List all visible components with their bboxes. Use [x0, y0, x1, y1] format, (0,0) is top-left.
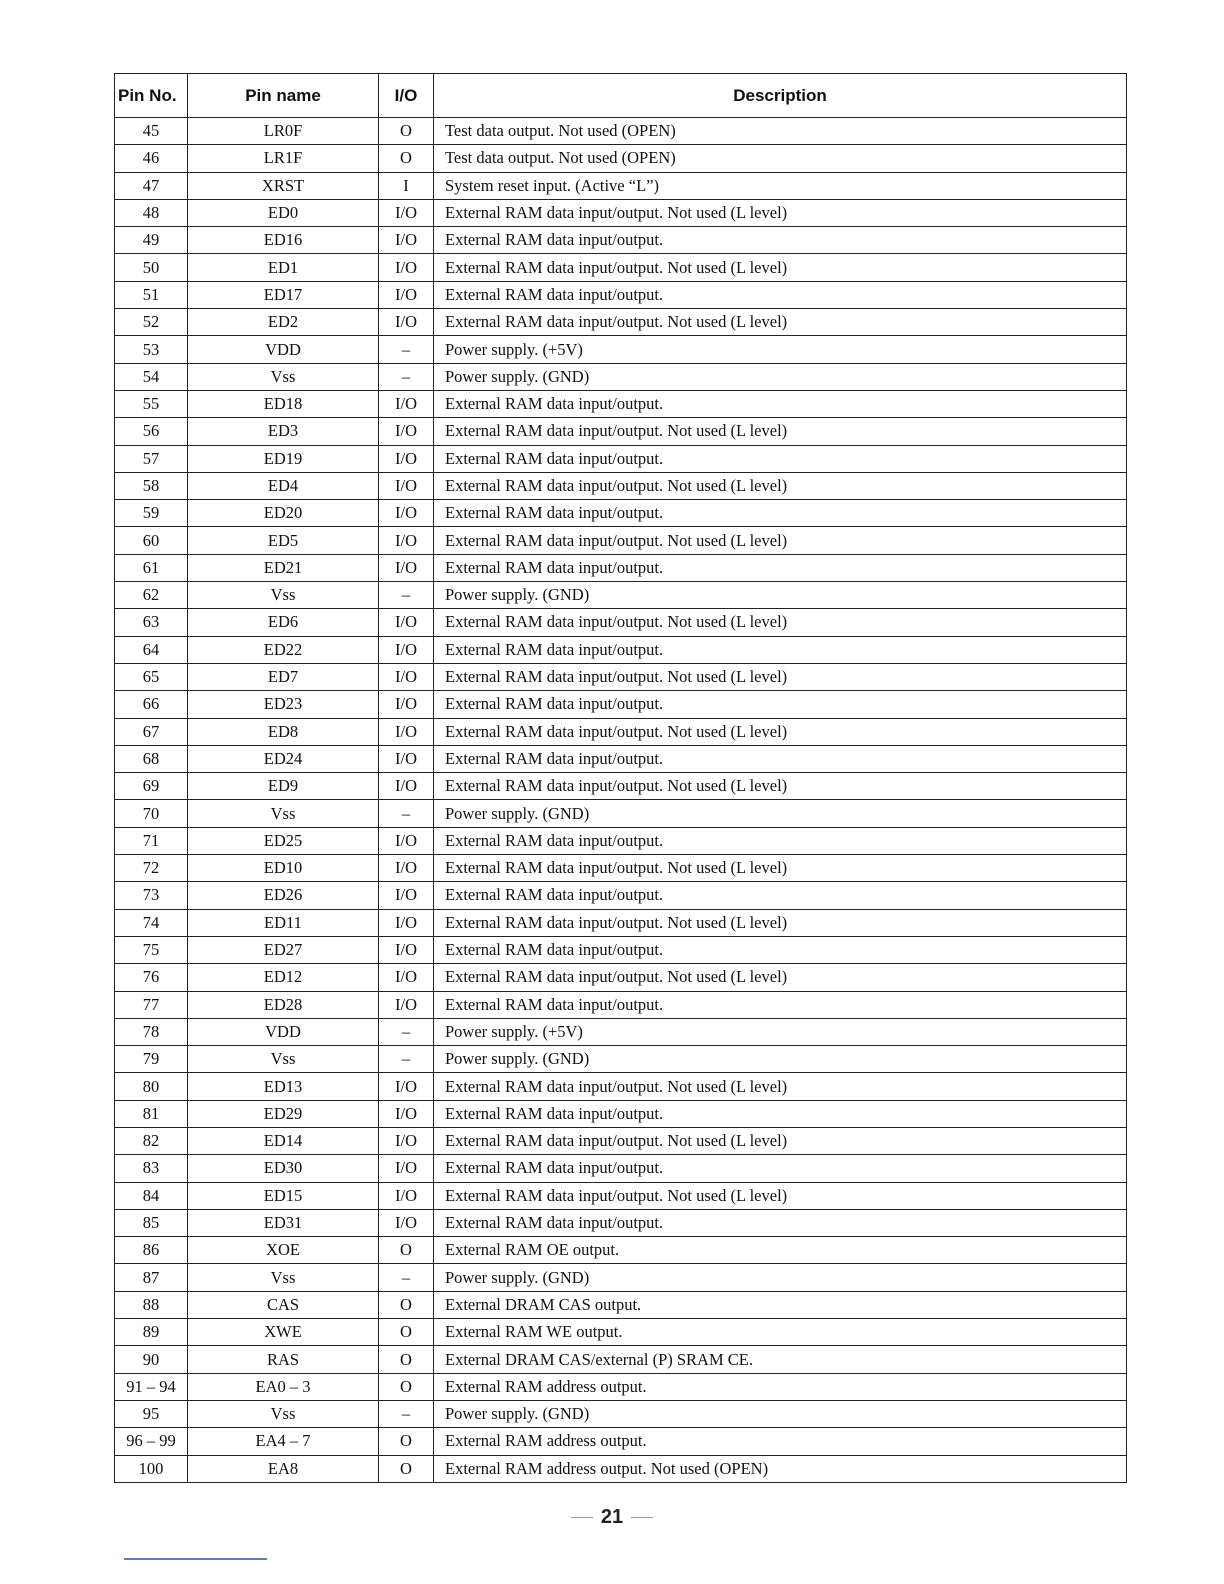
pin-io-cell: I [379, 172, 434, 199]
pin-number-cell: 60 [115, 527, 188, 554]
pin-number-cell: 80 [115, 1073, 188, 1100]
pin-io-cell: I/O [379, 882, 434, 909]
table-row [115, 418, 1127, 445]
pin-description-cell: Power supply. (+5V) [434, 336, 1127, 363]
pin-number-cell: 90 [115, 1346, 188, 1373]
pin-io-cell: – [379, 1400, 434, 1427]
pin-name-cell: EA8 [188, 1455, 379, 1482]
pin-number-cell: 95 [115, 1400, 188, 1427]
pin-number-cell: 78 [115, 1018, 188, 1045]
pin-name-cell: Vss [188, 582, 379, 609]
pin-number-cell: 79 [115, 1046, 188, 1073]
pin-number-cell: 76 [115, 964, 188, 991]
table-row [115, 336, 1127, 363]
table-row [115, 118, 1127, 145]
table-row [115, 1237, 1127, 1264]
pin-name-cell: ED13 [188, 1073, 379, 1100]
pin-io-cell: O [379, 1237, 434, 1264]
pin-name-cell: Vss [188, 800, 379, 827]
pin-name-cell: EA4 – 7 [188, 1428, 379, 1455]
pin-name-cell: ED30 [188, 1155, 379, 1182]
pin-description-table [114, 73, 1127, 1483]
pin-number-cell: 77 [115, 991, 188, 1018]
pin-number-cell: 89 [115, 1319, 188, 1346]
pin-description-cell: Power supply. (+5V) [434, 1018, 1127, 1045]
pin-number-cell: 83 [115, 1155, 188, 1182]
pin-number-cell: 54 [115, 363, 188, 390]
pin-description-cell: External RAM data input/output. Not used (L level) [434, 1073, 1127, 1100]
pin-number-cell: 62 [115, 582, 188, 609]
page-number-right-dash [631, 1517, 653, 1519]
pin-table-container [114, 73, 1126, 1483]
pin-number-cell: 67 [115, 718, 188, 745]
pin-number-cell: 74 [115, 909, 188, 936]
table-row [115, 1046, 1127, 1073]
pin-io-cell: I/O [379, 281, 434, 308]
pin-io-cell: I/O [379, 636, 434, 663]
table-row [115, 582, 1127, 609]
pin-description-cell: External RAM data input/output. [434, 281, 1127, 308]
pin-io-cell: – [379, 800, 434, 827]
pin-name-cell: ED11 [188, 909, 379, 936]
pin-name-cell: ED15 [188, 1182, 379, 1209]
pin-description-cell: External RAM data input/output. Not used (L level) [434, 609, 1127, 636]
pin-number-cell: 85 [115, 1209, 188, 1236]
table-row [115, 172, 1127, 199]
pin-name-cell: ED4 [188, 472, 379, 499]
pin-name-cell: ED7 [188, 663, 379, 690]
table-row [115, 1127, 1127, 1154]
pin-io-cell: – [379, 1046, 434, 1073]
pin-io-cell: I/O [379, 991, 434, 1018]
pin-description-cell: Power supply. (GND) [434, 1400, 1127, 1427]
header-description: Description [434, 74, 1127, 118]
pin-number-cell: 87 [115, 1264, 188, 1291]
pin-name-cell: ED12 [188, 964, 379, 991]
pin-name-cell: LR0F [188, 118, 379, 145]
pin-io-cell: O [379, 118, 434, 145]
pin-name-cell: ED29 [188, 1100, 379, 1127]
pin-name-cell: Vss [188, 1264, 379, 1291]
pin-io-cell: I/O [379, 254, 434, 281]
pin-description-cell: External RAM data input/output. Not used (L level) [434, 1127, 1127, 1154]
table-row [115, 964, 1127, 991]
table-row [115, 1373, 1127, 1400]
pin-description-cell: External RAM data input/output. Not used (L level) [434, 663, 1127, 690]
table-row [115, 1319, 1127, 1346]
pin-number-cell: 59 [115, 500, 188, 527]
pin-io-cell: I/O [379, 609, 434, 636]
pin-number-cell: 73 [115, 882, 188, 909]
pin-number-cell: 88 [115, 1291, 188, 1318]
pin-number-cell: 86 [115, 1237, 188, 1264]
pin-io-cell: I/O [379, 199, 434, 226]
pin-name-cell: ED22 [188, 636, 379, 663]
pin-description-cell: External RAM data input/output. [434, 390, 1127, 417]
table-row [115, 1073, 1127, 1100]
table-row [115, 1182, 1127, 1209]
table-row [115, 663, 1127, 690]
table-row [115, 773, 1127, 800]
pin-io-cell: I/O [379, 527, 434, 554]
pin-name-cell: EA0 – 3 [188, 1373, 379, 1400]
header-io: I/O [379, 74, 434, 118]
pin-number-cell: 58 [115, 472, 188, 499]
pin-io-cell: I/O [379, 964, 434, 991]
table-row [115, 554, 1127, 581]
pin-number-cell: 53 [115, 336, 188, 363]
pin-description-cell: External RAM data input/output. Not used (L level) [434, 773, 1127, 800]
table-row [115, 281, 1127, 308]
table-row [115, 145, 1127, 172]
pin-number-cell: 48 [115, 199, 188, 226]
table-row [115, 527, 1127, 554]
pin-description-cell: External DRAM CAS/external (P) SRAM CE. [434, 1346, 1127, 1373]
pin-name-cell: XOE [188, 1237, 379, 1264]
pin-description-cell: External RAM data input/output. [434, 882, 1127, 909]
pin-name-cell: ED26 [188, 882, 379, 909]
pin-io-cell: I/O [379, 773, 434, 800]
pin-number-cell: 68 [115, 745, 188, 772]
pin-number-cell: 91 – 94 [115, 1373, 188, 1400]
page-number-text: 21 [600, 1506, 624, 1528]
pin-description-cell: Test data output. Not used (OPEN) [434, 145, 1127, 172]
pin-io-cell: I/O [379, 909, 434, 936]
pin-number-cell: 75 [115, 936, 188, 963]
pin-description-cell: External RAM data input/output. [434, 227, 1127, 254]
table-header [115, 74, 1127, 118]
pin-description-cell: Power supply. (GND) [434, 800, 1127, 827]
pin-number-cell: 51 [115, 281, 188, 308]
pin-name-cell: ED1 [188, 254, 379, 281]
table-row [115, 855, 1127, 882]
pin-name-cell: Vss [188, 363, 379, 390]
table-row [115, 199, 1127, 226]
pin-description-cell: Test data output. Not used (OPEN) [434, 118, 1127, 145]
pin-description-cell: External RAM data input/output. [434, 745, 1127, 772]
pin-io-cell: I/O [379, 1155, 434, 1182]
pin-description-cell: Power supply. (GND) [434, 1264, 1127, 1291]
table-row [115, 1455, 1127, 1482]
pin-io-cell: I/O [379, 1182, 434, 1209]
pin-name-cell: ED18 [188, 390, 379, 417]
pin-number-cell: 56 [115, 418, 188, 445]
pin-number-cell: 63 [115, 609, 188, 636]
pin-number-cell: 45 [115, 118, 188, 145]
pin-io-cell: – [379, 1018, 434, 1045]
pin-number-cell: 64 [115, 636, 188, 663]
pin-number-cell: 49 [115, 227, 188, 254]
pin-io-cell: – [379, 363, 434, 390]
table-row [115, 1346, 1127, 1373]
pin-io-cell: O [379, 1455, 434, 1482]
pin-name-cell: ED28 [188, 991, 379, 1018]
pin-description-cell: External RAM data input/output. Not used (L level) [434, 909, 1127, 936]
pin-number-cell: 52 [115, 309, 188, 336]
pin-description-cell: External RAM data input/output. [434, 1100, 1127, 1127]
pin-name-cell: ED9 [188, 773, 379, 800]
pin-description-cell: External DRAM CAS output. [434, 1291, 1127, 1318]
table-row [115, 1155, 1127, 1182]
pin-number-cell: 66 [115, 691, 188, 718]
pin-io-cell: – [379, 582, 434, 609]
pin-description-cell: External RAM data input/output. [434, 636, 1127, 663]
pin-name-cell: XRST [188, 172, 379, 199]
pin-io-cell: I/O [379, 1100, 434, 1127]
pin-name-cell: Vss [188, 1400, 379, 1427]
pin-description-cell: External RAM data input/output. Not used (L level) [434, 964, 1127, 991]
pin-name-cell: CAS [188, 1291, 379, 1318]
pin-name-cell: ED2 [188, 309, 379, 336]
pin-number-cell: 55 [115, 390, 188, 417]
pin-name-cell: Vss [188, 1046, 379, 1073]
pin-number-cell: 82 [115, 1127, 188, 1154]
pin-name-cell: ED24 [188, 745, 379, 772]
table-row [115, 227, 1127, 254]
table-row [115, 745, 1127, 772]
table-row [115, 1428, 1127, 1455]
pin-number-cell: 65 [115, 663, 188, 690]
pin-io-cell: – [379, 336, 434, 363]
pin-description-cell: External RAM data input/output. [434, 991, 1127, 1018]
table-row [115, 1400, 1127, 1427]
pin-description-cell: Power supply. (GND) [434, 582, 1127, 609]
table-row [115, 309, 1127, 336]
page-number [0, 1506, 1224, 1529]
pin-name-cell: ED27 [188, 936, 379, 963]
pin-io-cell: I/O [379, 390, 434, 417]
pin-io-cell: I/O [379, 309, 434, 336]
pin-description-cell: External RAM data input/output. Not used (L level) [434, 199, 1127, 226]
table-row [115, 1018, 1127, 1045]
pin-name-cell: LR1F [188, 145, 379, 172]
pin-number-cell: 72 [115, 855, 188, 882]
table-body [115, 118, 1127, 1483]
pin-name-cell: ED0 [188, 199, 379, 226]
pin-description-cell: External RAM data input/output. [434, 1155, 1127, 1182]
pin-io-cell: O [379, 1373, 434, 1400]
pin-description-cell: Power supply. (GND) [434, 363, 1127, 390]
pin-description-cell: External RAM data input/output. [434, 554, 1127, 581]
table-row [115, 936, 1127, 963]
pin-description-cell: External RAM address output. Not used (OPEN) [434, 1455, 1127, 1482]
table-row [115, 1209, 1127, 1236]
table-row [115, 363, 1127, 390]
pin-name-cell: VDD [188, 336, 379, 363]
pin-number-cell: 50 [115, 254, 188, 281]
table-row [115, 1291, 1127, 1318]
table-row [115, 472, 1127, 499]
pin-description-cell: External RAM address output. [434, 1428, 1127, 1455]
pin-io-cell: I/O [379, 827, 434, 854]
pin-number-cell: 69 [115, 773, 188, 800]
pin-description-cell: External RAM data input/output. Not used (L level) [434, 254, 1127, 281]
bottom-rule [124, 1558, 267, 1560]
pin-name-cell: ED25 [188, 827, 379, 854]
table-row [115, 609, 1127, 636]
header-pin-name: Pin name [188, 74, 379, 118]
pin-name-cell: ED3 [188, 418, 379, 445]
pin-io-cell: I/O [379, 1073, 434, 1100]
pin-description-cell: External RAM OE output. [434, 1237, 1127, 1264]
pin-description-cell: External RAM data input/output. [434, 445, 1127, 472]
pin-description-cell: External RAM data input/output. Not used (L level) [434, 527, 1127, 554]
page-number-left-dash [571, 1517, 593, 1519]
table-row [115, 636, 1127, 663]
header-pin-no: Pin No. [115, 74, 188, 118]
table-row [115, 1264, 1127, 1291]
pin-number-cell: 81 [115, 1100, 188, 1127]
pin-description-cell: External RAM data input/output. [434, 691, 1127, 718]
pin-description-cell: External RAM data input/output. [434, 936, 1127, 963]
pin-description-cell: System reset input. (Active “L”) [434, 172, 1127, 199]
pin-description-cell: External RAM data input/output. [434, 827, 1127, 854]
pin-io-cell: O [379, 145, 434, 172]
table-row [115, 991, 1127, 1018]
pin-name-cell: ED16 [188, 227, 379, 254]
pin-number-cell: 47 [115, 172, 188, 199]
pin-name-cell: ED19 [188, 445, 379, 472]
pin-name-cell: ED6 [188, 609, 379, 636]
table-row [115, 691, 1127, 718]
pin-io-cell: I/O [379, 445, 434, 472]
pin-number-cell: 61 [115, 554, 188, 581]
pin-number-cell: 96 – 99 [115, 1428, 188, 1455]
pin-io-cell: I/O [379, 554, 434, 581]
pin-number-cell: 84 [115, 1182, 188, 1209]
pin-number-cell: 46 [115, 145, 188, 172]
pin-io-cell: I/O [379, 500, 434, 527]
pin-io-cell: I/O [379, 718, 434, 745]
pin-description-cell: External RAM data input/output. Not used (L level) [434, 1182, 1127, 1209]
pin-io-cell: O [379, 1319, 434, 1346]
pin-io-cell: I/O [379, 227, 434, 254]
pin-description-cell: External RAM data input/output. Not used (L level) [434, 472, 1127, 499]
table-row [115, 909, 1127, 936]
pin-io-cell: I/O [379, 1209, 434, 1236]
pin-name-cell: ED23 [188, 691, 379, 718]
pin-name-cell: ED8 [188, 718, 379, 745]
pin-name-cell: ED14 [188, 1127, 379, 1154]
pin-description-cell: Power supply. (GND) [434, 1046, 1127, 1073]
pin-name-cell: ED5 [188, 527, 379, 554]
pin-io-cell: I/O [379, 1127, 434, 1154]
pin-io-cell: I/O [379, 663, 434, 690]
pin-name-cell: VDD [188, 1018, 379, 1045]
table-row [115, 718, 1127, 745]
pin-name-cell: ED10 [188, 855, 379, 882]
pin-description-cell: External RAM data input/output. [434, 1209, 1127, 1236]
pin-description-cell: External RAM data input/output. Not used (L level) [434, 418, 1127, 445]
pin-io-cell: O [379, 1291, 434, 1318]
table-row [115, 827, 1127, 854]
pin-name-cell: ED31 [188, 1209, 379, 1236]
pin-io-cell: I/O [379, 418, 434, 445]
pin-name-cell: XWE [188, 1319, 379, 1346]
pin-name-cell: ED21 [188, 554, 379, 581]
pin-io-cell: I/O [379, 855, 434, 882]
pin-io-cell: I/O [379, 691, 434, 718]
table-row [115, 500, 1127, 527]
table-row [115, 390, 1127, 417]
table-row [115, 254, 1127, 281]
header-row [115, 74, 1127, 118]
pin-number-cell: 100 [115, 1455, 188, 1482]
pin-number-cell: 71 [115, 827, 188, 854]
table-row [115, 1100, 1127, 1127]
pin-description-cell: External RAM data input/output. Not used (L level) [434, 718, 1127, 745]
pin-number-cell: 57 [115, 445, 188, 472]
table-row [115, 882, 1127, 909]
pin-description-cell: External RAM data input/output. Not used (L level) [434, 855, 1127, 882]
pin-io-cell: I/O [379, 472, 434, 499]
pin-name-cell: ED17 [188, 281, 379, 308]
table-row [115, 445, 1127, 472]
table-row [115, 800, 1127, 827]
pin-io-cell: O [379, 1428, 434, 1455]
pin-name-cell: ED20 [188, 500, 379, 527]
pin-description-cell: External RAM address output. [434, 1373, 1127, 1400]
pin-description-cell: External RAM data input/output. [434, 500, 1127, 527]
pin-io-cell: – [379, 1264, 434, 1291]
pin-io-cell: I/O [379, 936, 434, 963]
pin-description-cell: External RAM data input/output. Not used (L level) [434, 309, 1127, 336]
pin-number-cell: 70 [115, 800, 188, 827]
pin-io-cell: I/O [379, 745, 434, 772]
pin-name-cell: RAS [188, 1346, 379, 1373]
pin-description-cell: External RAM WE output. [434, 1319, 1127, 1346]
pin-io-cell: O [379, 1346, 434, 1373]
